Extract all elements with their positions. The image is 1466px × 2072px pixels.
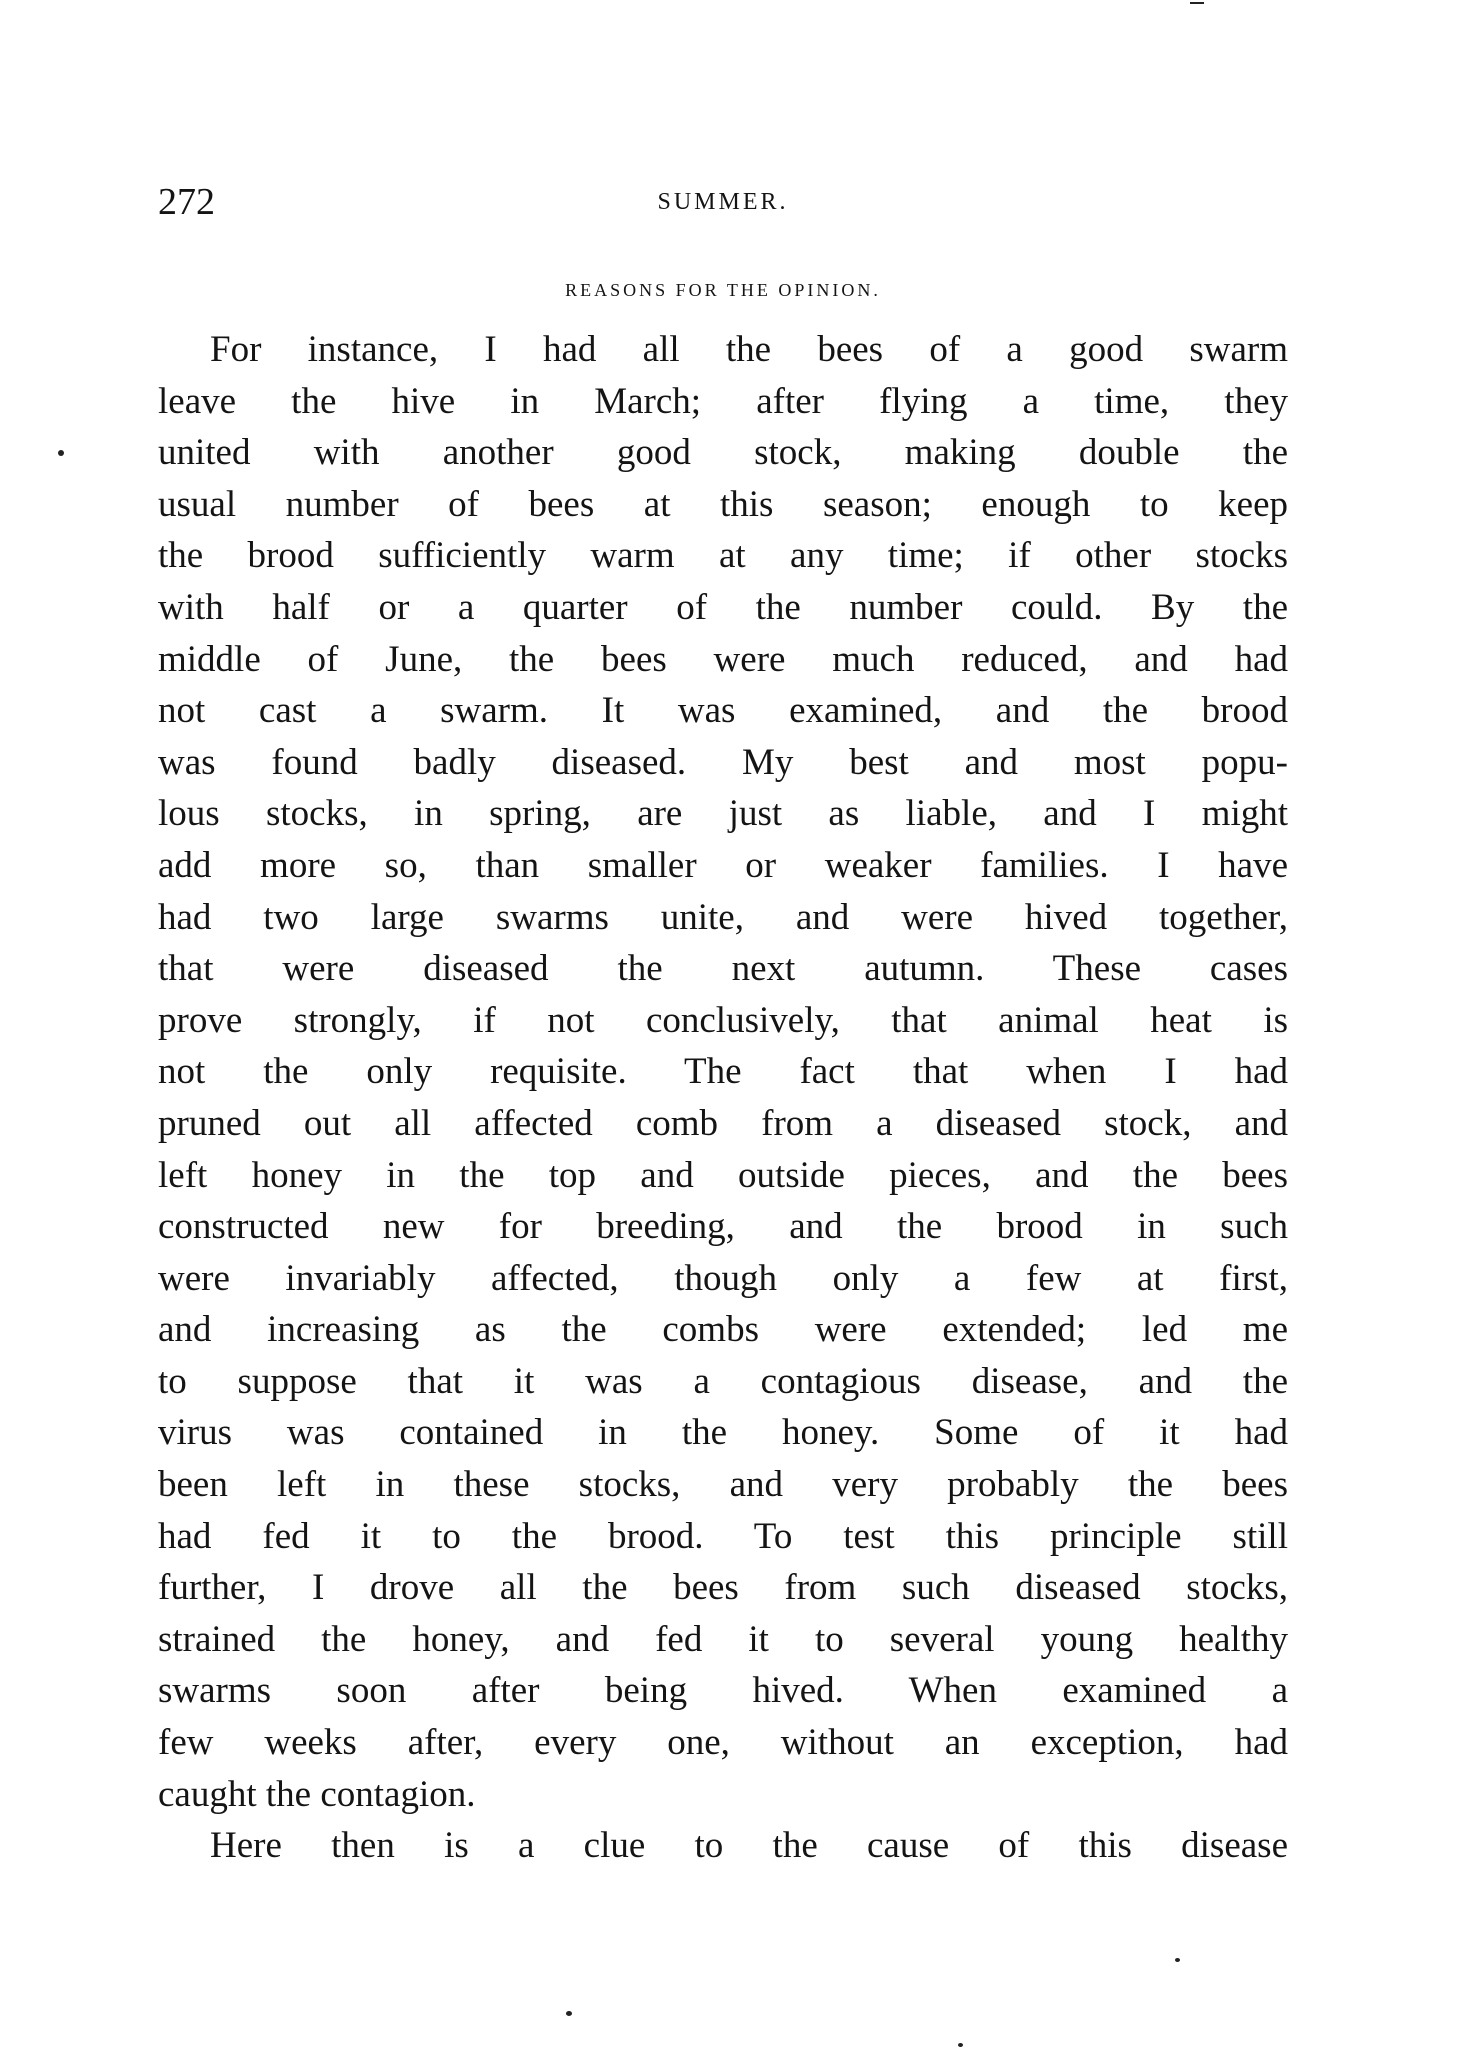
text-line: caught the contagion. bbox=[158, 1773, 476, 1815]
text-line: constructed new for breeding, and the brood in such bbox=[158, 1206, 1288, 1248]
text-line: left honey in the top and outside pieces, and the bees bbox=[158, 1154, 1288, 1196]
ink-speck bbox=[1175, 1958, 1180, 1962]
text-line: add more so, than smaller or weaker families. I have bbox=[158, 844, 1288, 886]
text-line: not cast a swarm. It was examined, and the brood bbox=[158, 690, 1288, 732]
text-line: was found badly diseased. My best and most popu- bbox=[158, 741, 1288, 783]
text-line: For instance, I had all the bees of a good swarm bbox=[210, 329, 1288, 370]
section-heading: REASONS FOR THE OPINION. bbox=[565, 280, 881, 300]
text-line: lous stocks, in spring, are just as liable, and I might bbox=[158, 793, 1288, 835]
text-line: Here then is a clue to the cause of this disease bbox=[210, 1825, 1288, 1867]
text-line: few weeks after, every one, without an exception, had bbox=[158, 1722, 1288, 1764]
text-line: had fed it to the brood. To test this principle still bbox=[158, 1515, 1288, 1557]
text-line: pruned out all affected comb from a diseased stock, and bbox=[158, 1102, 1288, 1144]
text-line: prove strongly, if not conclusively, that animal heat is bbox=[158, 999, 1288, 1041]
text-line: strained the honey, and fed it to several young healthy bbox=[158, 1618, 1288, 1660]
text-line: united with another good stock, making double the bbox=[158, 432, 1288, 474]
text-line: not the only requisite. The fact that when I had bbox=[158, 1051, 1288, 1093]
body-text bbox=[158, 324, 1288, 1872]
ink-speck bbox=[958, 2043, 963, 2047]
running-head: SUMMER. bbox=[657, 189, 789, 215]
text-line: swarms soon after being hived. When examined a bbox=[158, 1670, 1288, 1712]
page-header bbox=[158, 180, 1288, 240]
ink-speck bbox=[58, 450, 64, 456]
ink-speck bbox=[1190, 2, 1204, 4]
text-line: the brood sufficiently warm at any time; if other stocks bbox=[158, 535, 1288, 577]
text-line: and increasing as the combs were extended; led me bbox=[158, 1309, 1288, 1351]
text-line: had two large swarms unite, and were hived together, bbox=[158, 896, 1288, 938]
text-line: usual number of bees at this season; enough to keep bbox=[158, 483, 1288, 525]
text-line: with half or a quarter of the number could. By the bbox=[158, 586, 1288, 628]
text-line: that were diseased the next autumn. These cases bbox=[158, 948, 1288, 990]
text-line: to suppose that it was a contagious disease, and the bbox=[158, 1360, 1288, 1402]
text-line: further, I drove all the bees from such diseased stocks, bbox=[158, 1567, 1288, 1609]
page-number: 272 bbox=[158, 181, 215, 223]
text-line: leave the hive in March; after flying a time, they bbox=[158, 380, 1288, 422]
text-line: middle of June, the bees were much reduced, and had bbox=[158, 638, 1288, 680]
ink-speck bbox=[566, 2011, 572, 2016]
text-line: virus was contained in the honey. Some of it had bbox=[158, 1412, 1288, 1454]
text-line: been left in these stocks, and very probably the bees bbox=[158, 1464, 1288, 1506]
text-line: were invariably affected, though only a few at first, bbox=[158, 1257, 1288, 1299]
